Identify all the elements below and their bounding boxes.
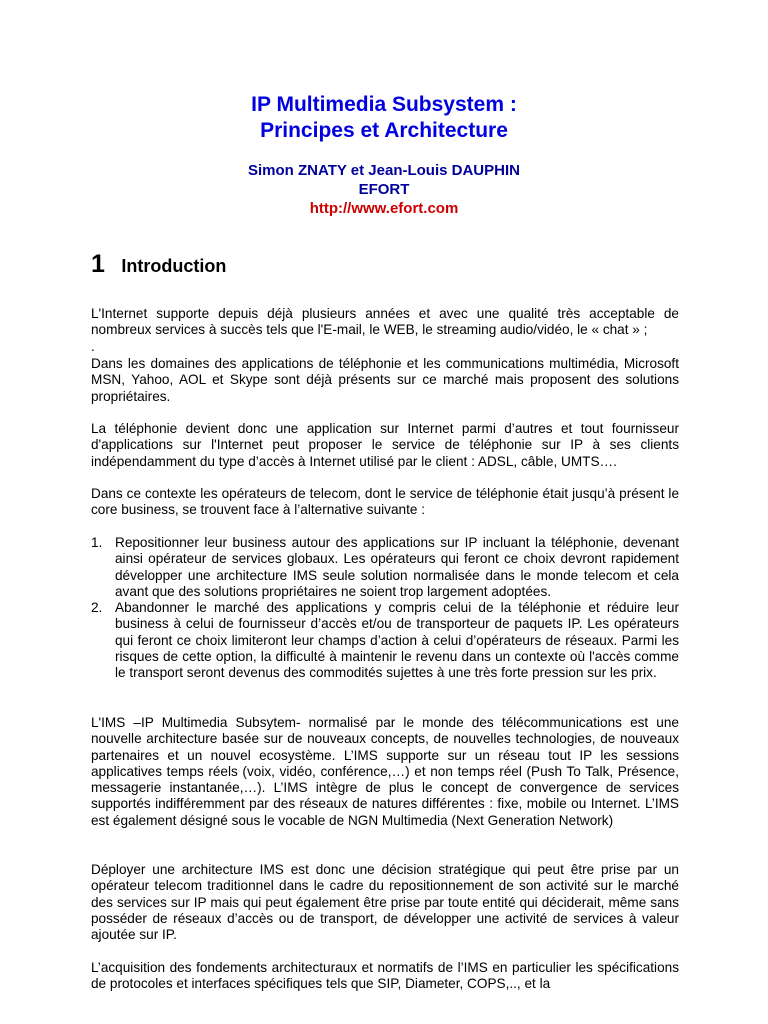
paragraph-7-text: L’acquisition des fondements architecturaux et normatifs de l’IMS en particulier les spécifications de protocoles et interfaces spécifiques tels que SIP, Diameter, COPS,.., et la <box>91 960 679 992</box>
paragraph-4-text: Dans ce contexte les opérateurs de telecom, dont le service de téléphonie était jusqu’à présent le core business, se trouvent face à l’alternative suivante : <box>91 486 679 518</box>
paragraph-1 <box>91 306 679 355</box>
paragraph-5 <box>91 715 679 829</box>
paragraph-2 <box>91 356 679 405</box>
list-item <box>91 535 679 600</box>
paragraph-7 <box>91 960 679 993</box>
paragraph-4 <box>91 486 679 519</box>
paragraph-3 <box>91 421 679 470</box>
author-url-line <box>0 199 768 218</box>
paragraph-6 <box>91 862 679 943</box>
paragraph-1-dot: . <box>91 338 95 354</box>
author-block <box>0 161 768 218</box>
list-item-number: 2. <box>91 600 103 616</box>
paragraph-6-text: Déployer une architecture IMS est donc une décision stratégique qui peut être prise par un opérateur telecom traditionnel dans le cadre du repositionnement de son activité sur le marché des services sur IP mais qui peut également être prise par toute entité qui déciderait, même sans posséder de réseaux d’accès ou de transport, de développer une activité de services à valeur ajoutée sur IP. <box>91 862 679 943</box>
section-number: 1 <box>91 250 105 278</box>
alternatives-list <box>91 535 679 682</box>
document-title <box>0 92 768 144</box>
author-url-link[interactable]: http://www.efort.com <box>309 200 459 217</box>
author-organization: EFORT <box>358 181 410 198</box>
list-item-text: Repositionner leur business autour des applications sur IP incluant la téléphonie, devenant ainsi opérateur de services globaux. Les opérateurs qui feront ce choix devront rapidement développer une architecture IMS seule solution normalisée dans le monde telecom et cela avant que des solutions propriétaires ne soient trop largement adoptées. <box>115 535 679 599</box>
title-line-2: Principes et Architecture <box>260 119 508 142</box>
paragraph-2-text: Dans les domaines des applications de téléphonie et les communications multimédia, Microsoft MSN, Yahoo, AOL et Skype sont déjà présents sur ce marché mais proposent des solutions propriétaires. <box>91 356 679 404</box>
author-names: Simon ZNATY et Jean-Louis DAUPHIN <box>248 162 520 179</box>
section-heading <box>91 250 226 279</box>
section-title: Introduction <box>121 256 227 276</box>
list-item-text: Abandonner le marché des applications y compris celui de la téléphonie et réduire leur business à celui de fournisseur d’accès et/ou de transporteur de paquets IP. Les opérateurs qui feront ce choix limiteront leur champs d’action à celui d’opérateurs de réseaux. Parmi les risques de cette option, la difficulté à maintenir le revenu dans un contexte où l'accès comme le transport seront devenus des commodités sujettes à une très forte pression sur les prix. <box>115 600 679 681</box>
paragraph-3-text: La téléphonie devient donc une application sur Internet parmi d’autres et tout fournisseur d'applications sur l'Internet peut proposer le service de téléphonie sur IP à ses clients indépendamment du type d’accès à Internet utilisé par le client : ADSL, câble, UMTS…. <box>91 421 679 469</box>
list-item-number: 1. <box>91 535 103 550</box>
title-line-1: IP Multimedia Subsystem : <box>251 93 517 116</box>
list-item <box>91 600 679 681</box>
paragraph-1-text: L'Internet supporte depuis déjà plusieurs années et avec une qualité très acceptable de nombreux services à succès tels que l'E-mail, le WEB, le streaming audio/vidéo, le « chat » ; <box>91 306 679 338</box>
paragraph-5-text: L'IMS –IP Multimedia Subsytem- normalisé par le monde des télécommunications est une nouvelle architecture basée sur de nouveaux concepts, de nouvelles technologies, de nouveaux partenaires et un nouvel ecosystème. L’IMS supporte sur un réseau tout IP les sessions applicatives temps réels (voix, vidéo, conférence,…) et non temps réel (Push To Talk, Présence, messagerie instantanée,…). L’IMS intègre de plus le concept de convergence de services supportés indifféremment par des réseaux de natures différentes : fixe, mobile ou Internet. L’IMS est également désigné sous le vocable de NGN Multimedia (Next Generation Network) <box>91 715 679 828</box>
